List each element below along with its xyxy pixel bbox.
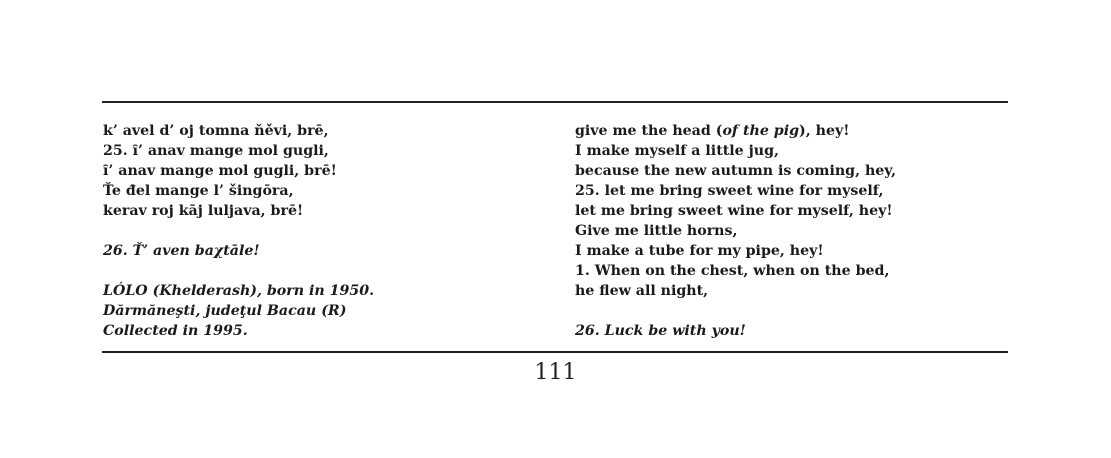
verse-line: he flew all night, [575,283,709,299]
attribution-singer: LÓLO (Khelderash), born in 1950. [103,283,375,299]
verse-line: let me bring sweet wine for myself, hey! [575,203,893,219]
verse-line: kerav roj kāj luljava, brē! [103,203,304,219]
verse-line: 1. When on the chest, when on the bed, [575,263,890,279]
page-number: 111 [534,360,577,385]
verse-line-italic-gloss: of the pig [722,123,800,139]
verse-line: because the new autumn is coming, hey, [575,163,897,179]
verse-line: Give me little horns, [575,223,738,239]
top-rule [102,101,1008,103]
verse-line: 25. let me bring sweet wine for myself, [575,183,884,199]
verse-line: ȋ’ anav mange mol gugli, brē! [103,163,337,179]
attribution-place: Dărmăneşti, judeţul Bacau (R) [103,303,347,319]
stanza-gap [103,221,374,241]
verse-line-part: give me the head ( [575,123,723,139]
closing-line: 26. Luck be with you! [575,323,746,339]
stanza-gap [575,301,896,321]
verse-line: 25. ȋ’ anav mange mol gugli, [103,143,329,159]
verse-line: I make myself a little jug, [575,143,779,159]
bottom-rule [102,351,1008,353]
verse-line: k’ avel d’ oj tomna ňěvi, brē, [103,123,329,139]
verse-line [575,121,896,141]
romani-text-column [103,121,374,341]
verse-line: Ťe đel mange l’ šingōra, [103,183,294,199]
verse-line: I make a tube for my pipe, hey! [575,243,824,259]
attribution-collected: Collected in 1995. [103,323,248,339]
verse-line-part: ), hey! [799,123,850,139]
english-translation-column [575,121,896,341]
stanza-gap [103,261,374,281]
closing-line: 26. Ť’ aven baχtāle! [103,243,260,259]
